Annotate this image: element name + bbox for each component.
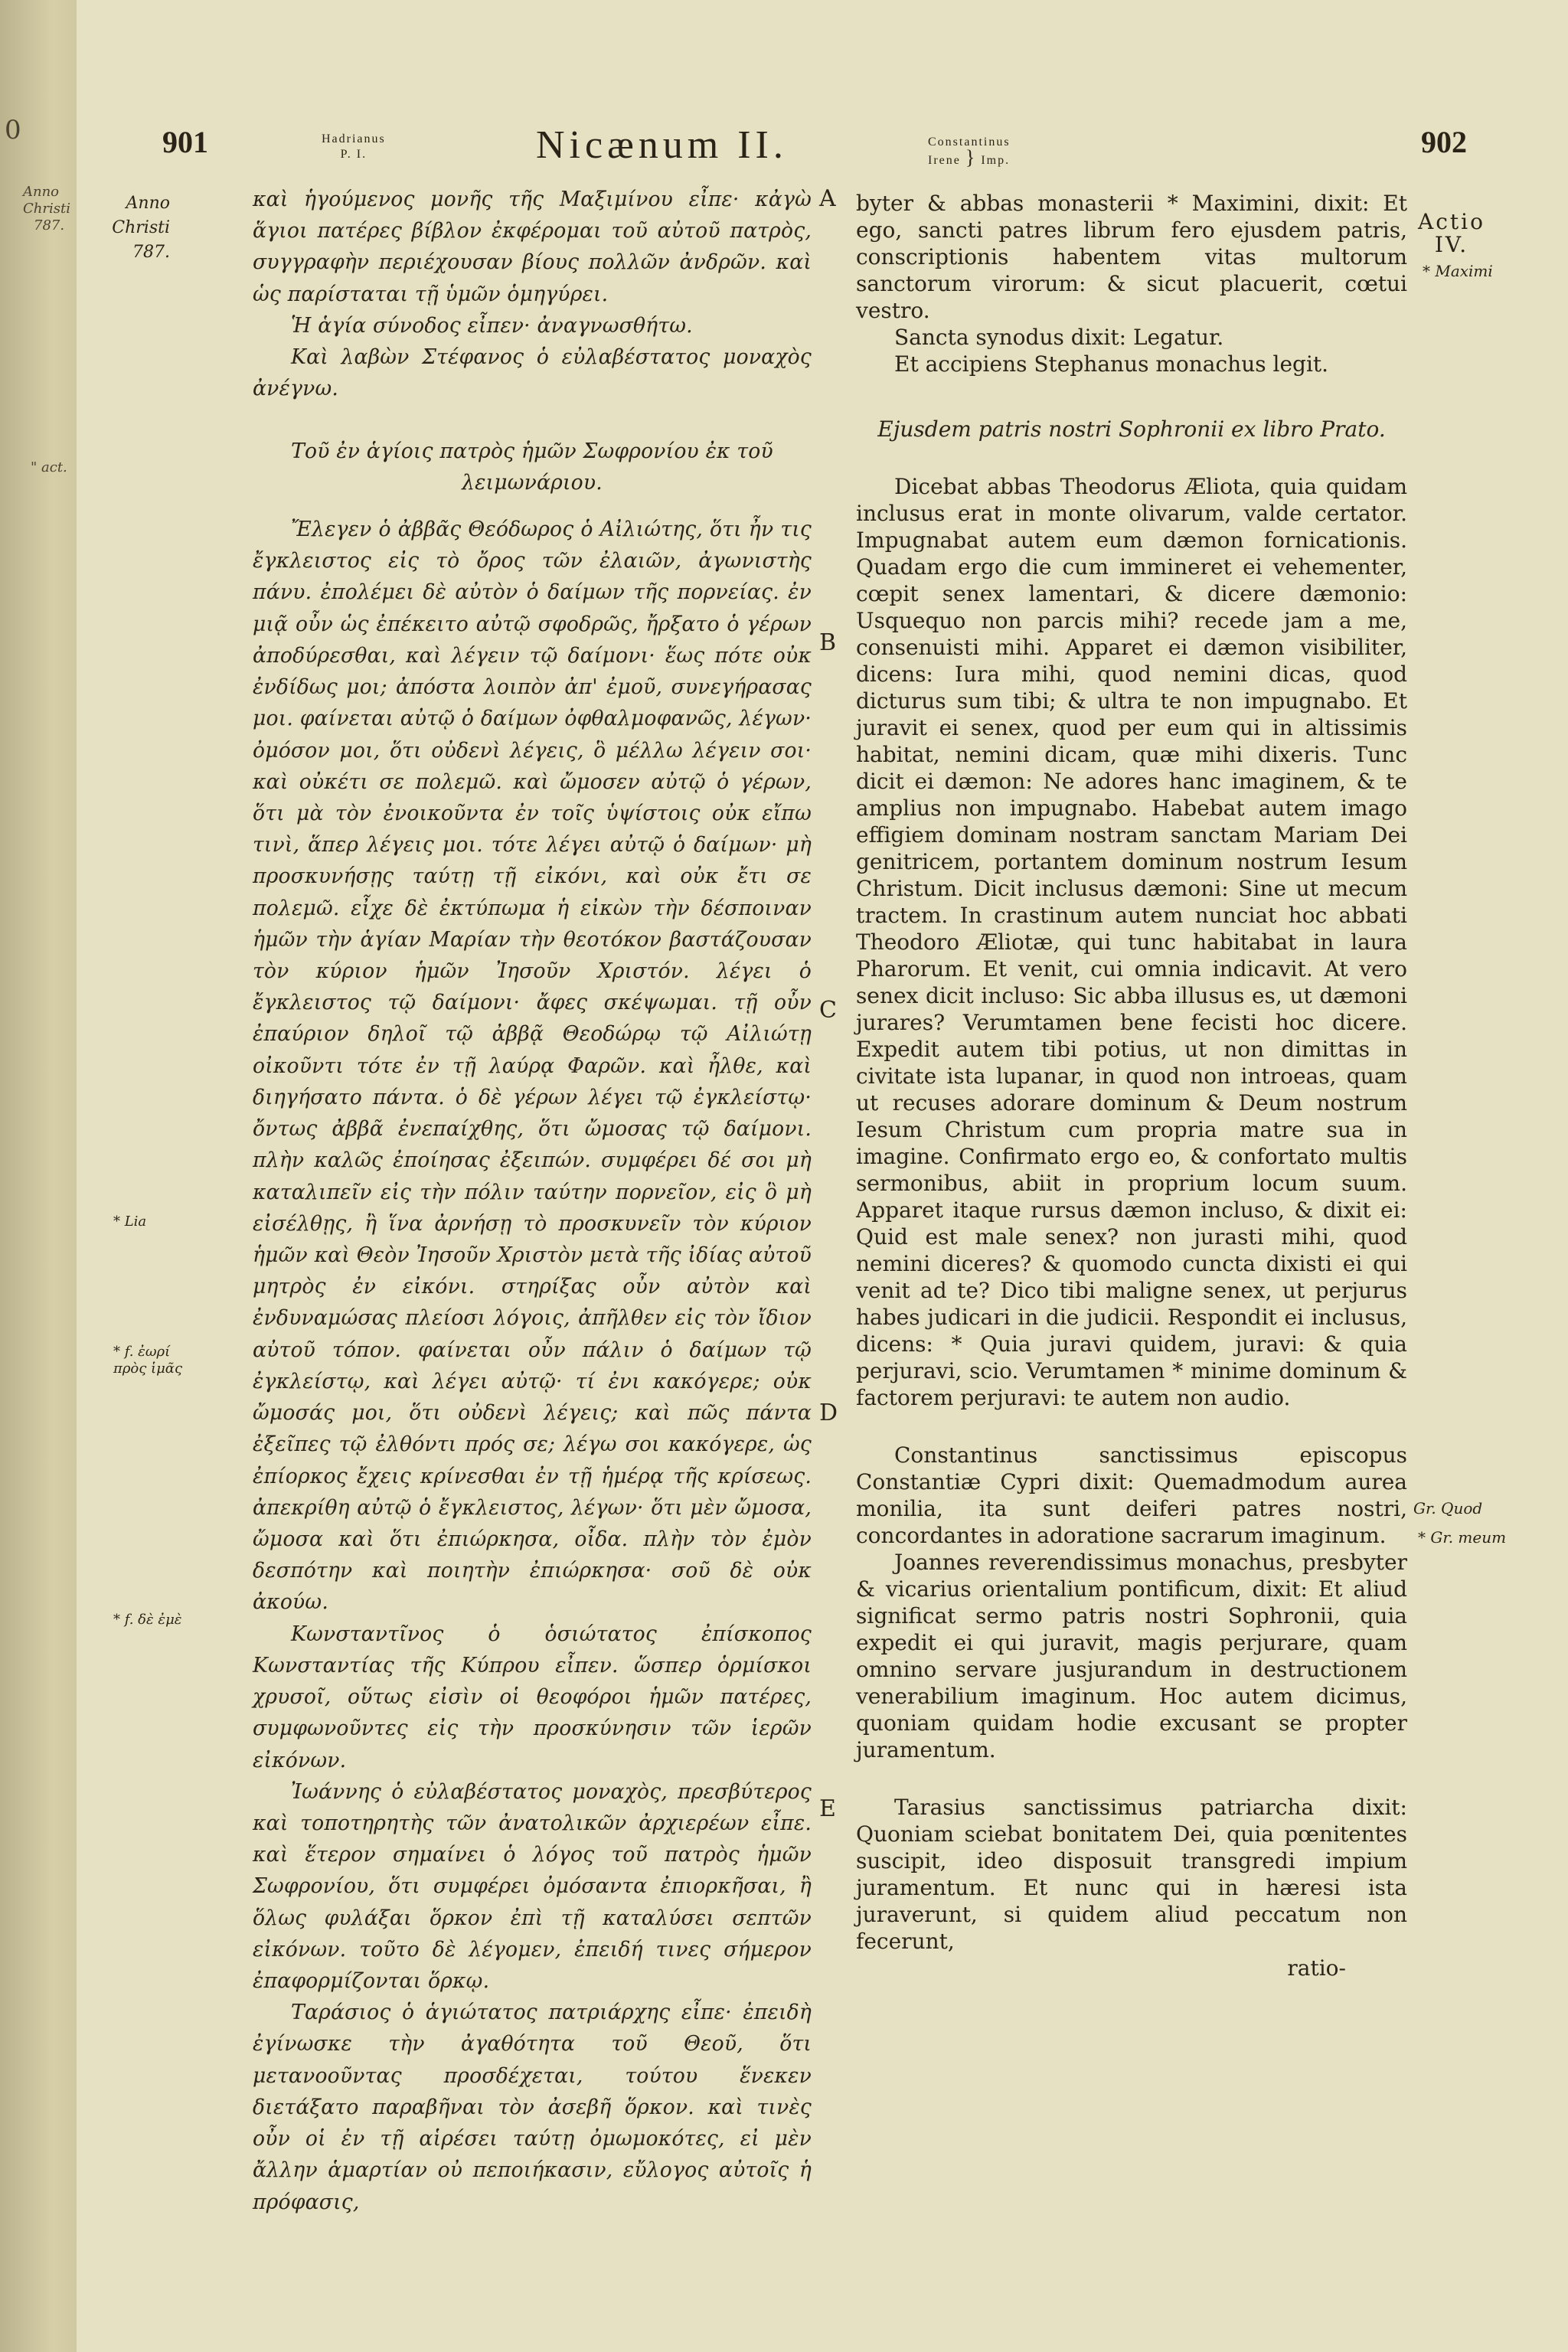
anno-label: Anno [126,194,170,213]
book-spine-left-page [0,0,77,2352]
hadrianus-sub: P. I. [340,148,368,161]
imp-label: Imp. [981,154,1011,167]
hadrianus-label: Hadrianus [322,132,386,145]
spine-fragment: Anno [23,184,60,200]
actio-number: IV. [1434,232,1469,257]
page-number-right: 902 [1421,125,1467,159]
margin-year [86,191,170,265]
greek-section-heading: Τοῦ ἐν ἁγίοις πατρὸς ἡμῶν Σωφρονίου ἐκ τοῦ λειμωνάριου. [291,439,773,495]
greek-paragraph: Ἰωάννης ὁ εὐλαβέστατος μοναχὸς, πρεσβύτερος καὶ τοποτηρητὴς τῶν ἀνατολικῶν ἀρχιερέων εἶπε. καὶ ἕτερον σημαίνει ὁ λόγος τοῦ πατρὸς ἡμῶν Σωφρονίου, ὅτι συμφέρει ὀμόσαντα ἐπιορκῆσαι, ἢ ὅλως φυλάξαι ὅρκον ἐπὶ τῇ καταλύσει σεπτῶν εἰκόνων. τοῦτο δὲ λέγομεν, ἐπειδή τινες σήμερον ἐπαφορμίζονται ὅρκῳ. [253,1779,812,1994]
latin-paragraph: Tarasius sanctissimus patriarcha dixit: Quoniam sciebat bonitatem Dei, quia pœnitentes suscipit, ideo disposuit transgredi impium juramentum. Et nunc qui in hæresi ista juraverunt, si quidem aliud peccatum non fecerunt, [856,1795,1407,1954]
christi-label: Christi [112,218,170,237]
greek-paragraph: Ἡ ἁγία σύνοδος εἶπεν· ἀναγνωσθήτω. [291,313,693,338]
latin-paragraph: Constantinus sanctissimus episcopus Constantiæ Cypri dixit: Quemadmodum aurea monilia, ita sunt deiferi patres nostri, concordantes in adoratione sacrarum imaginum. [856,1442,1407,1548]
running-head-emperors [928,135,1011,168]
greek-paragraph: Ἔλεγεν ὁ ἀββᾶς Θεόδωρος ὁ Αἰλιώτης, ὅτι ἦν τις ἔγκλειστος εἰς τὸ ὄρος τῶν ἐλαιῶν, ἀγωνιστὴς πάνυ. ἐπολέμει δὲ αὐτὸν ὁ δαίμων τῆς πορνείας. ἐν μιᾷ οὖν ὡς ἐπέκειτο αὐτῷ σφοδρῶς, ἤρξατο ὁ γέρων ἀποδύρεσθαι, καὶ λέγειν τῷ δαίμονι· ἕως πότε οὐκ ἐνδίδως μοι; ἀπόστα λοιπὸν ἀπ' ἐμοῦ, συνεγήρασας μοι. φαίνεται αὐτῷ ὁ δαίμων ὀφθαλμοφανῶς, λέγων· ὀμόσον μοι, ὅτι οὐδενὶ λέγεις, ὃ μέλλω λέγειν σοι· καὶ οὐκέτι σε πολεμῶ. καὶ ὤμοσεν αὐτῷ ὁ γέρων, ὅτι μὰ τὸν ἐνοικοῦντα ἐν τοῖς ὑψίστοις οὐκ εἴπω τινὶ, ἅπερ λέγεις μοι. τότε λέγει αὐτῷ ὁ δαίμων· μὴ προσκυνήσῃς ταύτῃ τῇ εἰκόνι, καὶ οὐκ ἔτι σε πολεμῶ. εἶχε δὲ ἐκτύπωμα ἡ εἰκὼν τὴν δέσποιναν ἡμῶν τὴν ἁγίαν Μαρίαν τὴν θεοτόκον βαστάζουσαν τὸν κύριον ἡμῶν Ἰησοῦν Χριστόν. λέγει ὁ ἔγκλειστος τῷ δαίμονι· ἄφες σκέψωμαι. τῇ οὖν ἐπαύριον δηλοῖ τῷ ἀββᾷ Θεοδώρῳ τῷ Αἰλιώτῃ οἰκοῦντι τότε ἐν τῇ λαύρᾳ Φαρῶν. καὶ ἦλθε, καὶ διηγήσατο πάντα. ὁ δὲ γέρων λέγει τῷ ἐγκλείστῳ· ὄντως ἀββᾶ ἐνεπαίχθης, ὅτι ὤμοσας τῷ δαίμονι. πλὴν καλῶς ἐποίησας ἐξειπών. συμφέρει δέ σοι μὴ καταλιπεῖν εἰς τὴν πόλιν ταύτην πορνεῖον, εἰς ὃ μὴ εἰσέλθῃς, ἢ ἵνα ἀρνήσῃ τὸ προσκυνεῖν τὸν κύριον ἡμῶν καὶ Θεὸν Ἰησοῦν Χριστὸν μετὰ τῆς ἰδίας αὐτοῦ μητρὸς ἐν εἰκόνι. στηρίξας οὖν αὐτὸν καὶ ἐνδυναμώσας πλείοσι λόγοις, ἀπῆλθεν εἰς τὸν ἴδιον αὐτοῦ τόπον. φαίνεται οὖν πάλιν ὁ δαίμων τῷ ἐγκλείστῳ, καὶ λέγει αὐτῷ· τί ἐνι κακόγερε; οὐκ ὤμοσάς μοι, ὅτι οὐδενὶ λέγεις; καὶ πῶς πάντα ἐξεῖπες τῷ ἐλθόντι πρός σε; λέγω σοι κακόγερε, ὡς ἐπίορκος ἔχεις κρίνεσθαι ἐν τῇ ἡμέρᾳ τῆς κρίσεως. ἀπεκρίθη αὐτῷ ὁ ἔγκλειστος, λέγων· ὅτι μὲν ὤμοσα, ὤμοσα καὶ ὅτι ἐπιώρκησα, οἶδα. πλὴν τὸν ἐμὸν δεσπότην καὶ ποιητὴν ἐπιώρκησα· σοῦ δὲ οὐκ ἀκούω. [253,517,812,1615]
spine-fragment: 0 [5,115,21,145]
greek-paragraph: Ταράσιος ὁ ἁγιώτατος πατριάρχης εἶπε· ἐπειδὴ ἐγίνωσκε τὴν ἀγαθότητα τοῦ Θεοῦ, ὅτι μετανοοῦντας προσδέχεται, τούτου ἕνεκεν διετάξατο παραβῆναι τὸν ἀσεβῆ ὅρκον. καὶ τινὲς οὖν οἱ ἐν τῇ αἱρέσει ταύτῃ ὀμωμοκότες, εἰ μὲν ἄλλην ἁμαρτίαν οὐ πεποιήκασιν, εὔλογος αὐτοῖς ἡ πρόφασις, [253,2001,812,2214]
latin-paragraph: Dicebat abbas Theodorus Æliota, quia quidam inclusus erat in monte olivarum, valde certator. Impugnabat autem eum dæmon fornicationis. Quadam ergo die cum immineret ei vehementer, cœpit senex lamentari, & dicere dæmonio: Usquequo non parcis mihi? recede jam a me, consenuisti mihi. Apparet ei dæmon visibiliter, dicens: Iura mihi, quod nemini dicas, quod dicturus sum tibi; & ultra te non impugnabo. Et juravit ei senex, quod per eum qui in altissimis habitat, nemini dicam, quæ mihi dixeris. Tunc dicit ei dæmon: Ne adores hanc imaginem, & te amplius non impugnabo. Habebat autem imago effigiem dominam nostram sanctam Mariam Dei genitricem, portantem dominum nostrum Iesum Christum. Dicit inclusus dæmoni: Sine ut mecum tractem. In crastinum autem nunciat hoc abbati Theodoro Æliotæ, qui tunc habitabat in laura Pharorum. Et venit, cui omnia indicavit. At vero senex dicit incluso: Sic abba illusus es, ut dæmoni jurares? Verumtamen bene fecisti hoc dicere. Expedit autem tibi potius, ut non dimittas in civitate ista lupanar, in quod non introeas, quam ut recuses adorare dominum & Deum nostrum Iesum Christum cum propria matre sua in imagine. Confirmato ergo eo, & confortato multis sermonibus, abiit in proprium locum suum. Apparet itaque rursus dæmon incluso, & dixit ei: Quid est male senex? non jurasti mihi, quod nemini diceres? & quomodo cuncta dixisti ei qui venit ad te? Dico tibi maligne senex, ut perjurus habes judicari in die judicii. Respondit ei inclusus, dicens: * Quia juravi quidem, juravi: & quia perjuravi, scio. Verumtamen * minime dominum & factorem perjuravi: te autem non audio. [856,474,1407,1410]
margin-note: * Gr. meum [1418,1528,1507,1547]
margin-note: πρὸς ἱμᾶς [113,1361,183,1377]
section-letter: C [819,997,837,1024]
year-label: 787. [132,243,170,262]
margin-actio [1418,211,1485,256]
greek-column [253,184,812,2218]
margin-note: Gr. Quod [1413,1499,1483,1517]
page-number-left: 901 [162,125,208,159]
latin-paragraph: Et accipiens Stephanus monachus legit. [894,351,1329,377]
margin-note: * Maximi [1423,262,1493,280]
latin-column [856,190,1407,1981]
constantinus-label: Constantinus [928,136,1011,149]
greek-paragraph: Κωνσταντῖνος ὁ ὁσιώτατος ἐπίσκοπος Κωνσταντίας τῆς Κύπρου εἶπεν. ὥσπερ ὁρμίσκοι χρυσοῖ, οὕτως εἰσὶν οἱ θεοφόροι ἡμῶν πατέρες, συμφωνοῦντες εἰς τὴν προσκύνησιν τῶν ἱερῶν εἰκόνων. [253,1622,812,1772]
irene-label: Irene [928,154,961,167]
actio-label: Actio [1418,209,1485,234]
margin-note: * f. δὲ ἐμὲ [113,1612,182,1628]
spine-fragment: Christi [23,201,70,217]
section-letter: E [819,1795,836,1822]
page-title: Nicænum II. [536,123,788,167]
section-letter: A [819,185,836,212]
spine-fragment: 787. [34,217,65,234]
margin-note: * Lia [113,1214,147,1230]
running-head-hadrianus [322,132,386,162]
latin-paragraph: Sancta synodus dixit: Legatur. [894,325,1224,350]
section-letter: B [819,629,837,656]
greek-paragraph: καὶ ἡγούμενος μονῆς τῆς Μαξιμίνου εἶπε· κἀγὼ ἅγιοι πατέρες βίβλον ἐκφέρομαι τοῦ αὐτοῦ πατρὸς, συγγραφὴν περιέχουσαν βίους πολλῶν ἀνδρῶν. καὶ ὡς παρίσταται τῇ ὑμῶν ὁμηγύρει. [253,188,812,306]
spine-fragment: " act. [31,459,67,475]
brace-icon: } [965,146,977,168]
latin-section-heading: Ejusdem patris nostri Sophronii ex libro Prato. [877,416,1386,442]
section-letter: D [819,1400,838,1426]
latin-paragraph: byter & abbas monasterii * Maximini, dixit: Et ego, sancti patres librum fero ejusdem patris, conscriptionis habentem vitas multorum sanctorum virorum: & sicut placuerit, cœtui vestro. [856,191,1407,323]
latin-paragraph: Joannes reverendissimus monachus, presbyter & vicarius orientalium pontificum, dixit: Et aliud significat sermo patris nostri Sophronii, quia expedit ei qui juravit, magis perjurare, quam omnino servare jusjurandum in destructionem venerabilium imaginum. Hoc autem dicimus, quoniam quidam hodie excusant se propter juramentum. [856,1550,1407,1762]
catchword: ratio- [1287,1955,1346,1981]
greek-paragraph: Καὶ λαβὼν Στέφανος ὁ εὐλαβέστατος μοναχὸς ἀνέγνω. [253,345,812,401]
margin-note: * f. ἐωρί [113,1344,171,1360]
